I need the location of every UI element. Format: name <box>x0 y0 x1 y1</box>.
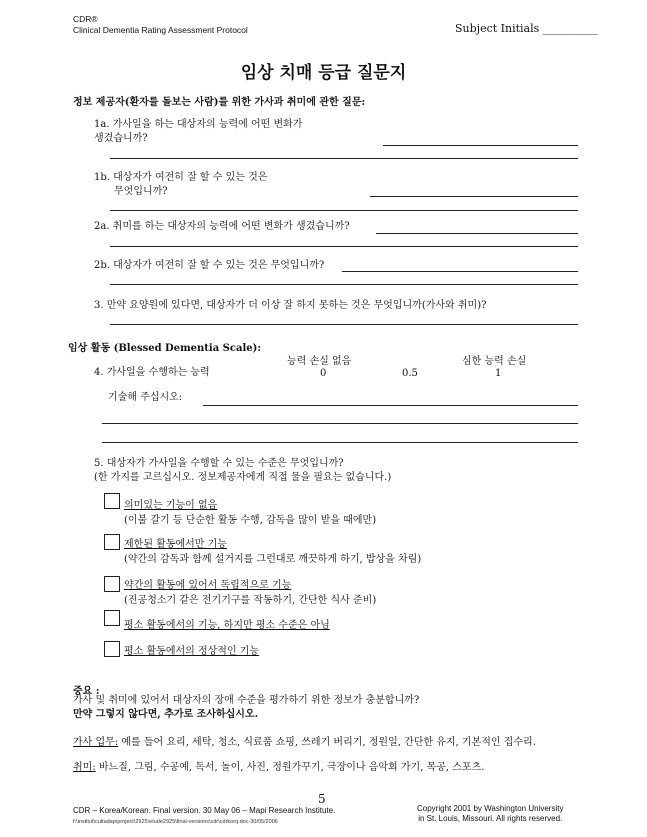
question-2a: 2a. 취미를 하는 대상자의 능력에 어떤 변화가 생겼습니까? <box>94 221 350 232</box>
housework-label: 가사 업무: <box>73 737 119 748</box>
option-desc-1: (이불 갈기 등 단순한 활동 수행, 감독을 많이 받을 때에만) <box>124 515 377 526</box>
scale-high-label: 심한 능력 손실 <box>462 356 527 367</box>
section1-heading: 정보 제공자(환자를 돌보는 사람)를 위한 가사과 취미에 관한 질문: <box>73 97 366 108</box>
option-title-4: 평소 활동에서의 기능, 하지만 평소 수준은 아님 <box>124 620 330 631</box>
option-checkbox-3[interactable] <box>104 576 120 592</box>
hobby-label: 취미: <box>73 762 96 773</box>
option-title-2: 제한된 활동에서만 기능 <box>124 539 227 550</box>
question-1a: 1a. 가사일을 하는 대상자의 능력에 어떤 변화가 생겼습니까? <box>94 119 303 144</box>
option-desc-3: (진공청소기 같은 전기기구를 작동하기, 간단한 식사 준비) <box>124 595 377 606</box>
question-5: 5. 대상자가 가사일을 수행할 수 있는 수준은 무엇입니까? <box>94 458 344 469</box>
option-title-5: 평소 활동에서의 정상적인 기능 <box>124 646 260 657</box>
footer-file-path: f:\institut\cultadap\project\2925\etude2925\final-versions\cdr\cdrkorq.doc-30/05/2006 <box>73 819 278 825</box>
answer-line-1b-1[interactable] <box>370 196 578 197</box>
hobby-definition: 취미: 바느질, 그림, 수공예, 독서, 놀이, 사진, 정원가꾸기, 극장이나 음악회 가기, 목공, 스포츠. <box>73 762 485 773</box>
page-title: 임상 치매 등급 질문지 <box>240 63 407 83</box>
important-line-1: 가사 및 취미에 있어서 대상자의 장애 수준을 평가하기 위한 정보가 충분합니까? <box>73 695 420 706</box>
option-checkbox-2[interactable] <box>104 534 120 550</box>
describe-line-2[interactable] <box>102 423 578 424</box>
housework-definition: 가사 업무: 예를 들어 요리, 세탁, 청소, 식료품 쇼핑, 쓰레기 버리기, 정원일, 간단한 유지, 기본적인 집수리. <box>73 737 536 748</box>
footer-right: Copyright 2001 by Washington University in St. Louis, Missouri. All rights reserved. <box>417 804 564 823</box>
score-0-5[interactable]: 0.5 <box>402 368 418 379</box>
question-1b: 1b. 대상자가 여전히 잘 할 수 있는 것은 무엇입니까? <box>94 172 268 197</box>
answer-line-2a-2[interactable] <box>110 246 578 247</box>
brand: CDR® <box>73 14 98 24</box>
answer-line-1b-2[interactable] <box>110 210 578 211</box>
option-desc-2: (약간의 감독과 함께 설거지를 그런대로 깨끗하게 하기, 밥상을 차림) <box>124 554 422 565</box>
option-title-3: 약간의 활동에 있어서 독립적으로 기능 <box>124 580 292 591</box>
question-4: 4. 가사일을 수행하는 능력 <box>94 367 210 378</box>
option-checkbox-4[interactable] <box>104 610 120 626</box>
question-5-instruction: (한 가지를 고르십시오. 정보제공자에게 직접 물을 필요는 없습니다.) <box>94 472 392 483</box>
answer-line-2b-2[interactable] <box>110 284 578 285</box>
describe-line-1[interactable] <box>203 405 578 406</box>
answer-line-3[interactable] <box>110 324 578 325</box>
question-2b: 2b. 대상자가 여전히 잘 할 수 있는 것은 무엇입니까? <box>94 260 325 271</box>
answer-line-1a-1[interactable] <box>383 145 578 146</box>
option-checkbox-5[interactable] <box>104 641 120 657</box>
subject-initials: Subject Initials __________ <box>455 22 598 35</box>
answer-line-2b-1[interactable] <box>342 271 578 272</box>
answer-line-1a-2[interactable] <box>110 158 578 159</box>
answer-line-2a-1[interactable] <box>376 233 578 234</box>
score-0[interactable]: 0 <box>320 368 327 379</box>
header-left <box>73 14 248 36</box>
describe-label: 기술해 주십시오: <box>108 392 183 403</box>
footer-left: CDR – Korea/Korean. Final version. 30 May 06 – Mapi Research Institute. f:\institut\cultadap\project\2925\etude2925\final-versions\cdr\cdrkorq.doc-30/05/2006 <box>73 806 336 825</box>
important-line-2: 만약 그렇지 않다면, 추가로 조사하십시오. <box>73 709 259 720</box>
describe-line-3[interactable] <box>102 442 578 443</box>
section2-heading: 임상 활동 (Blessed Dementia Scale): <box>68 343 262 354</box>
protocol-name: Clinical Dementia Rating Assessment Protocol <box>73 25 248 35</box>
option-title-1: 의미있는 기능이 없음 <box>124 500 218 511</box>
question-3: 3. 만약 요양원에 있다면, 대상자가 더 이상 잘 하지 못하는 것은 무엇입니까(가사와 취미)? <box>94 300 487 311</box>
scale-low-label: 능력 손실 없음 <box>287 356 352 367</box>
score-1[interactable]: 1 <box>495 368 502 379</box>
page-number: 5 <box>318 792 326 806</box>
important-label: 중요 : <box>73 686 100 697</box>
option-checkbox-1[interactable] <box>104 493 120 509</box>
